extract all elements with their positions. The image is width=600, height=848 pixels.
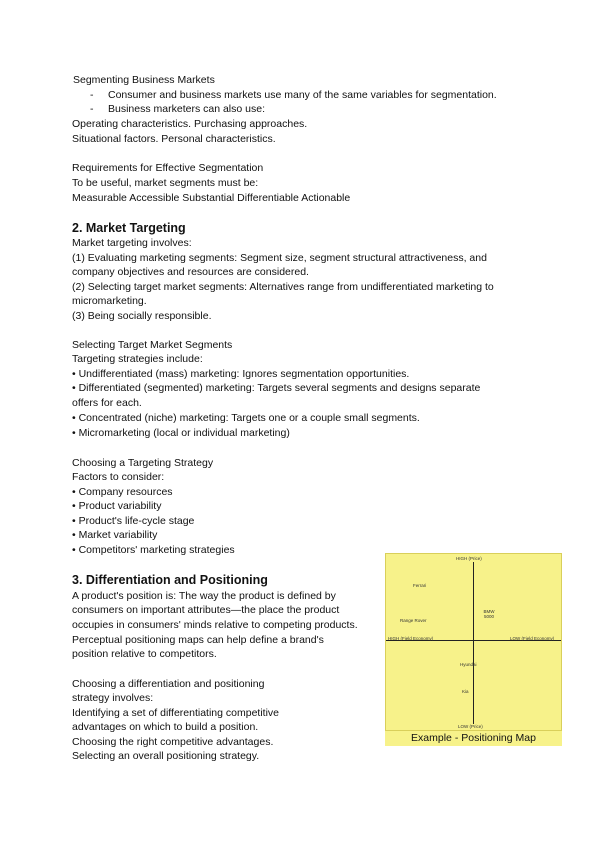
text-line: Choosing the right competitive advantages. — [72, 736, 274, 748]
map-brand-bmw: BMW 5000 — [483, 609, 495, 619]
factor-item: • Competitors' marketing strategies — [72, 544, 235, 556]
map-brand-hyundai: Hyundai — [460, 662, 477, 667]
text-line: consumers on important attributes—the place the product — [72, 604, 340, 616]
map-top-label: HIGH (Price) — [456, 556, 482, 561]
text-line: (3) Being socially responsible. — [72, 310, 212, 322]
map-right-label: LOW (Field Economy) — [510, 636, 555, 641]
factor-item: • Market variability — [72, 529, 158, 541]
map-brand-range-rover: Range Rover — [400, 618, 427, 623]
map-brand-kia: Kia — [462, 689, 469, 694]
strategy-item: • Concentrated (niche) marketing: Targets one or a couple small segments. — [72, 412, 420, 424]
strategy-item: • Micromarketing (local or individual marketing) — [72, 427, 290, 439]
choosing-intro: Factors to consider: — [72, 471, 165, 483]
section-title-segmenting-business: Segmenting Business Markets — [73, 74, 215, 86]
bullet-item: Business marketers can also use: — [108, 103, 265, 115]
selecting-intro: Targeting strategies include: — [72, 353, 203, 365]
strategy-item: • Undifferentiated (mass) marketing: Ignores segmentation opportunities. — [72, 368, 410, 380]
factor-item: • Product's life-cycle stage — [72, 515, 195, 527]
text-line: Market targeting involves: — [72, 237, 192, 249]
text-line: Choosing a differentiation and positioning — [72, 678, 265, 690]
text-line: Selecting an overall positioning strategy. — [72, 750, 260, 762]
selecting-title: Selecting Target Market Segments — [72, 339, 233, 351]
text-line: occupies in consumers' minds relative to competing products. — [72, 619, 358, 631]
positioning-map — [385, 553, 562, 731]
map-bottom-label: LOW (Price) — [458, 724, 483, 729]
factor-item: • Company resources — [72, 486, 173, 498]
map-vertical-axis — [473, 562, 474, 724]
text-line: company objectives and resources are considered. — [72, 266, 309, 278]
strategy-item: offers for each. — [72, 397, 142, 409]
strategy-item: • Differentiated (segmented) marketing: Targets several segments and designs separate — [72, 382, 481, 394]
requirements-intro: To be useful, market segments must be: — [72, 177, 259, 189]
dash-marker: - — [90, 89, 94, 101]
bullet-item: Consumer and business markets use many of the same variables for segmentation. — [108, 89, 497, 101]
text-line: micromarketing. — [72, 295, 147, 307]
text-line: A product's position is: The way the product is defined by — [72, 590, 336, 602]
text-line: Identifying a set of differentiating competitive — [72, 707, 280, 719]
text-line: Perceptual positioning maps can help define a brand's — [72, 634, 324, 646]
text-line: (1) Evaluating marketing segments: Segment size, segment structural attractiveness, and — [72, 252, 487, 264]
text-line: position relative to competitors. — [72, 648, 217, 660]
text-line: advantages on which to build a position. — [72, 721, 259, 733]
map-caption: Example - Positioning Map — [385, 731, 562, 746]
requirements-list: Measurable Accessible Substantial Differentiable Actionable — [72, 192, 351, 204]
text-line: Operating characteristics. Purchasing approaches. — [72, 118, 308, 130]
map-left-label: HIGH (Field Economy) — [388, 636, 434, 641]
text-line: (2) Selecting target market segments: Alternatives range from undifferentiated marketing to — [72, 281, 494, 293]
choosing-title: Choosing a Targeting Strategy — [72, 457, 214, 469]
map-brand-ferrari: Ferrari — [413, 583, 427, 588]
heading-market-targeting: 2. Market Targeting — [72, 221, 186, 235]
factor-item: • Product variability — [72, 500, 162, 512]
text-line: Situational factors. Personal characteristics. — [72, 133, 276, 145]
requirements-title: Requirements for Effective Segmentation — [72, 162, 264, 174]
heading-differentiation-positioning: 3. Differentiation and Positioning — [72, 573, 268, 587]
dash-marker: - — [90, 103, 94, 115]
text-line: strategy involves: — [72, 692, 154, 704]
